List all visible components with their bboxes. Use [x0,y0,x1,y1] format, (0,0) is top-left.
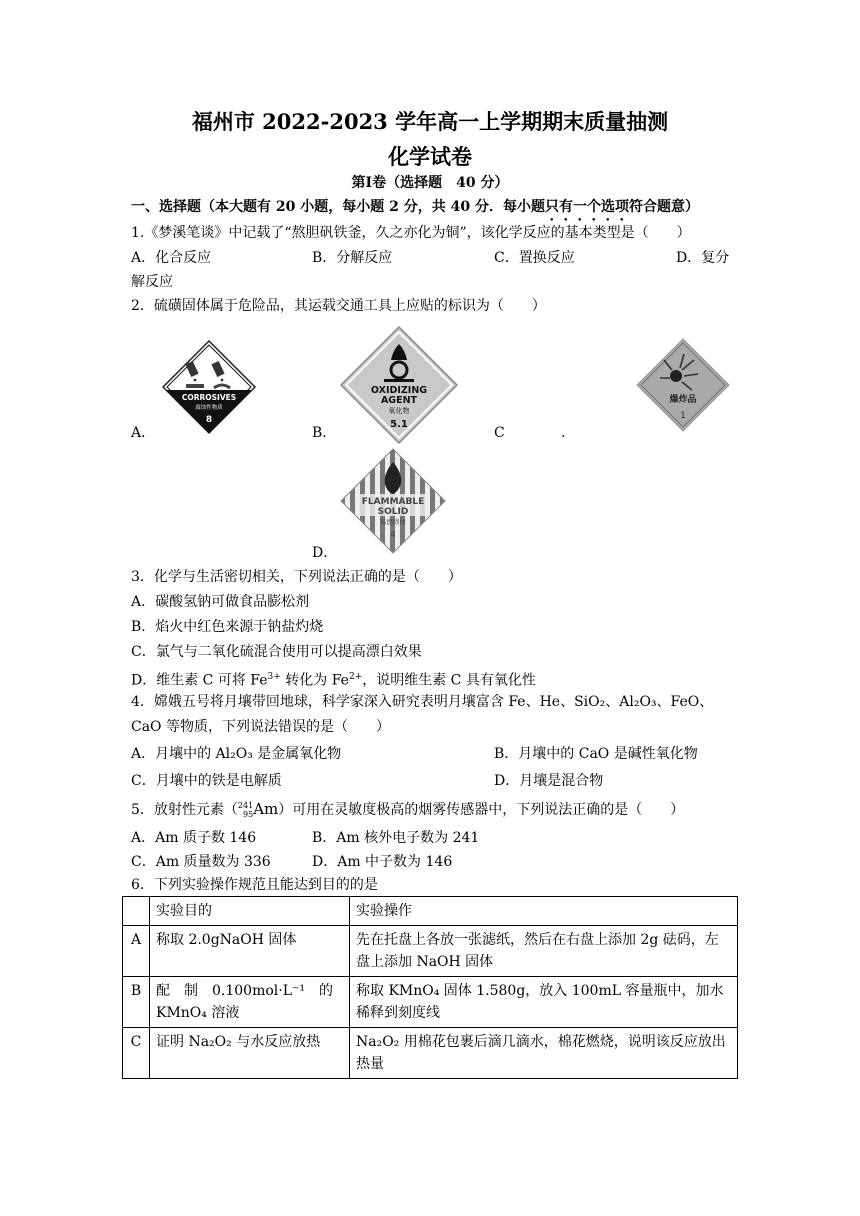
section-heading [131,198,699,224]
q6-stem: 6．下列实验操作规范且能达到目的的是 [131,877,378,893]
row-label: A [123,926,150,977]
header-operation: 实验操作 [350,897,738,926]
q3-option-b: B．焰火中红色来源于钠盐灼烧 [131,619,324,635]
q5-mass-number: 241 [237,801,254,810]
corrosives-sign-icon [162,340,256,434]
flammable-solid-sign-icon [340,448,446,554]
exam-title: 福州市 2022-2023 学年高一上学期期末质量抽测 [191,109,669,134]
q5-atomic-number: 95 [243,810,254,819]
row-purpose: 配 制 0.100mol·L⁻¹ 的 KMnO₄ 溶液 [150,977,350,1028]
row-operation: 称取 KMnO₄ 固体 1.580g，放入 100mL 容量瓶中，加水稀释到刻度线 [350,977,738,1028]
oxidizing-agent-sign-icon [340,326,458,444]
exam-subtitle: 化学试卷 [388,144,472,169]
sign-d-number: 4 [390,530,396,539]
q2-option-c-dot: . [561,425,566,441]
sign-d-line1: FLAMMABLE [361,497,425,507]
q5-option-a: A．Am 质子数 146 [131,830,257,846]
table-row [123,1028,738,1079]
table-header-row [123,897,738,926]
q1-stem: 1.《梦溪笔谈》中记载了“熬胆矾铁釜，久之亦化为铜”，该化学反应的基本类型是（ ） [131,225,691,241]
q5-stem [131,800,684,819]
q3-d-pre: D．维生素 C 可将 Fe [131,672,268,689]
q1-option-d: D．复分 [676,250,730,266]
q5-stem-pre: 5．放射性元素（ [131,802,238,818]
q4-stem-line2: CaO 等物质，下列说法错误的是（ ） [131,719,390,735]
q4-option-d: D．月壤是混合物 [494,773,604,789]
part-heading: 第Ⅰ卷（选择题 40 分） [351,175,509,191]
sign-d-line2: SOLID [377,507,409,517]
sign-b-line2: AGENT [380,395,418,406]
table-row [123,977,738,1028]
row-label: B [123,977,150,1028]
q3-d-charge2: 2+ [348,672,363,682]
q2-option-c: C [494,425,505,441]
q2-stem: 2．硫磺固体属于危险品，其运载交通工具上应贴的标识为（ ） [131,298,546,314]
explosives-sign-icon [636,338,730,432]
sign-b-number: 5.1 [390,419,408,430]
q1-option-a: A．化合反应 [131,250,212,266]
row-label: C [123,1028,150,1079]
q2-option-d: D． [312,545,338,561]
q4-option-c: C．月壤中的铁是电解质 [131,773,282,789]
q5-option-d: D．Am 中子数为 146 [312,854,453,870]
q4-option-a: A．月壤中的 Al₂O₃ 是金属氧化物 [131,746,342,762]
sign-a-number: 8 [205,415,213,425]
q5-nuclide-numbers [238,801,253,819]
sign-b-line3: 氧化物 [388,407,410,415]
row-operation: 先在托盘上各放一张滤纸，然后在右盘上添加 2g 砝码，左盘上添加 NaOH 固体 [350,926,738,977]
q5-option-c: C．Am 质量数为 336 [131,854,271,870]
sign-c-line1: 爆炸品 [669,395,697,405]
section-heading-emphasis: 只有一个选项 [544,199,629,215]
row-operation: Na₂O₂ 用棉花包裹后滴几滴水，棉花燃烧，说明该反应放出热量 [350,1028,738,1079]
q2-option-a: A． [131,425,156,441]
sign-c-number: 1 [680,411,686,421]
q1-option-c: C．置换反应 [494,250,575,266]
q3-stem: 3．化学与生活密切相关，下列说法正确的是（ ） [131,569,462,585]
q4-option-b: B．月壤中的 CaO 是碱性氧化物 [494,746,698,762]
q1-option-d-continued: 解反应 [131,274,173,290]
header-purpose: 实验目的 [150,897,350,926]
header-label-cell [123,897,150,926]
table-row [123,926,738,977]
q5-option-b: B．Am 核外电子数为 241 [312,830,480,846]
sign-b-line1: OXIDIZING [370,385,428,396]
sign-a-line2: 腐蚀性物质 [195,405,223,411]
sign-d-line3: 易燃固体 [380,518,406,526]
q3-d-charge1: 3+ [267,672,281,682]
q6-table [122,896,738,1079]
q3-option-a: A．碳酸氢钠可做食品膨松剂 [131,594,310,610]
q5-stem-post: ）可用在灵敏度极高的烟雾传感器中，下列说法正确的是（ ） [278,802,685,818]
q3-option-d [131,668,536,690]
q3-d-mid: 转化为 Fe [280,672,349,689]
q1-option-b: B．分解反应 [312,250,393,266]
q4-stem-line1: 4．嫦娥五号将月壤带回地球，科学家深入研究表明月壤富含 Fe、He、SiO₂、Al₂O₃、FeO、 [131,694,714,710]
q2-option-b: B． [312,425,337,441]
q3-option-c: C．氯气与二氧化硫混合使用可以提高漂白效果 [131,644,422,660]
row-purpose: 称取 2.0gNaOH 固体 [150,926,350,977]
sign-a-line1: CORROSIVES [181,393,237,402]
q5-element-symbol: Am [253,800,279,818]
section-heading-pre: 一、选择题（本大题有 20 小题，每小题 2 分，共 40 分．每小题 [131,199,545,215]
q3-d-post: ，说明维生素 C 具有氧化性 [362,672,536,689]
row-purpose: 证明 Na₂O₂ 与水反应放热 [150,1028,350,1079]
section-heading-post: 符合题意） [628,199,699,215]
